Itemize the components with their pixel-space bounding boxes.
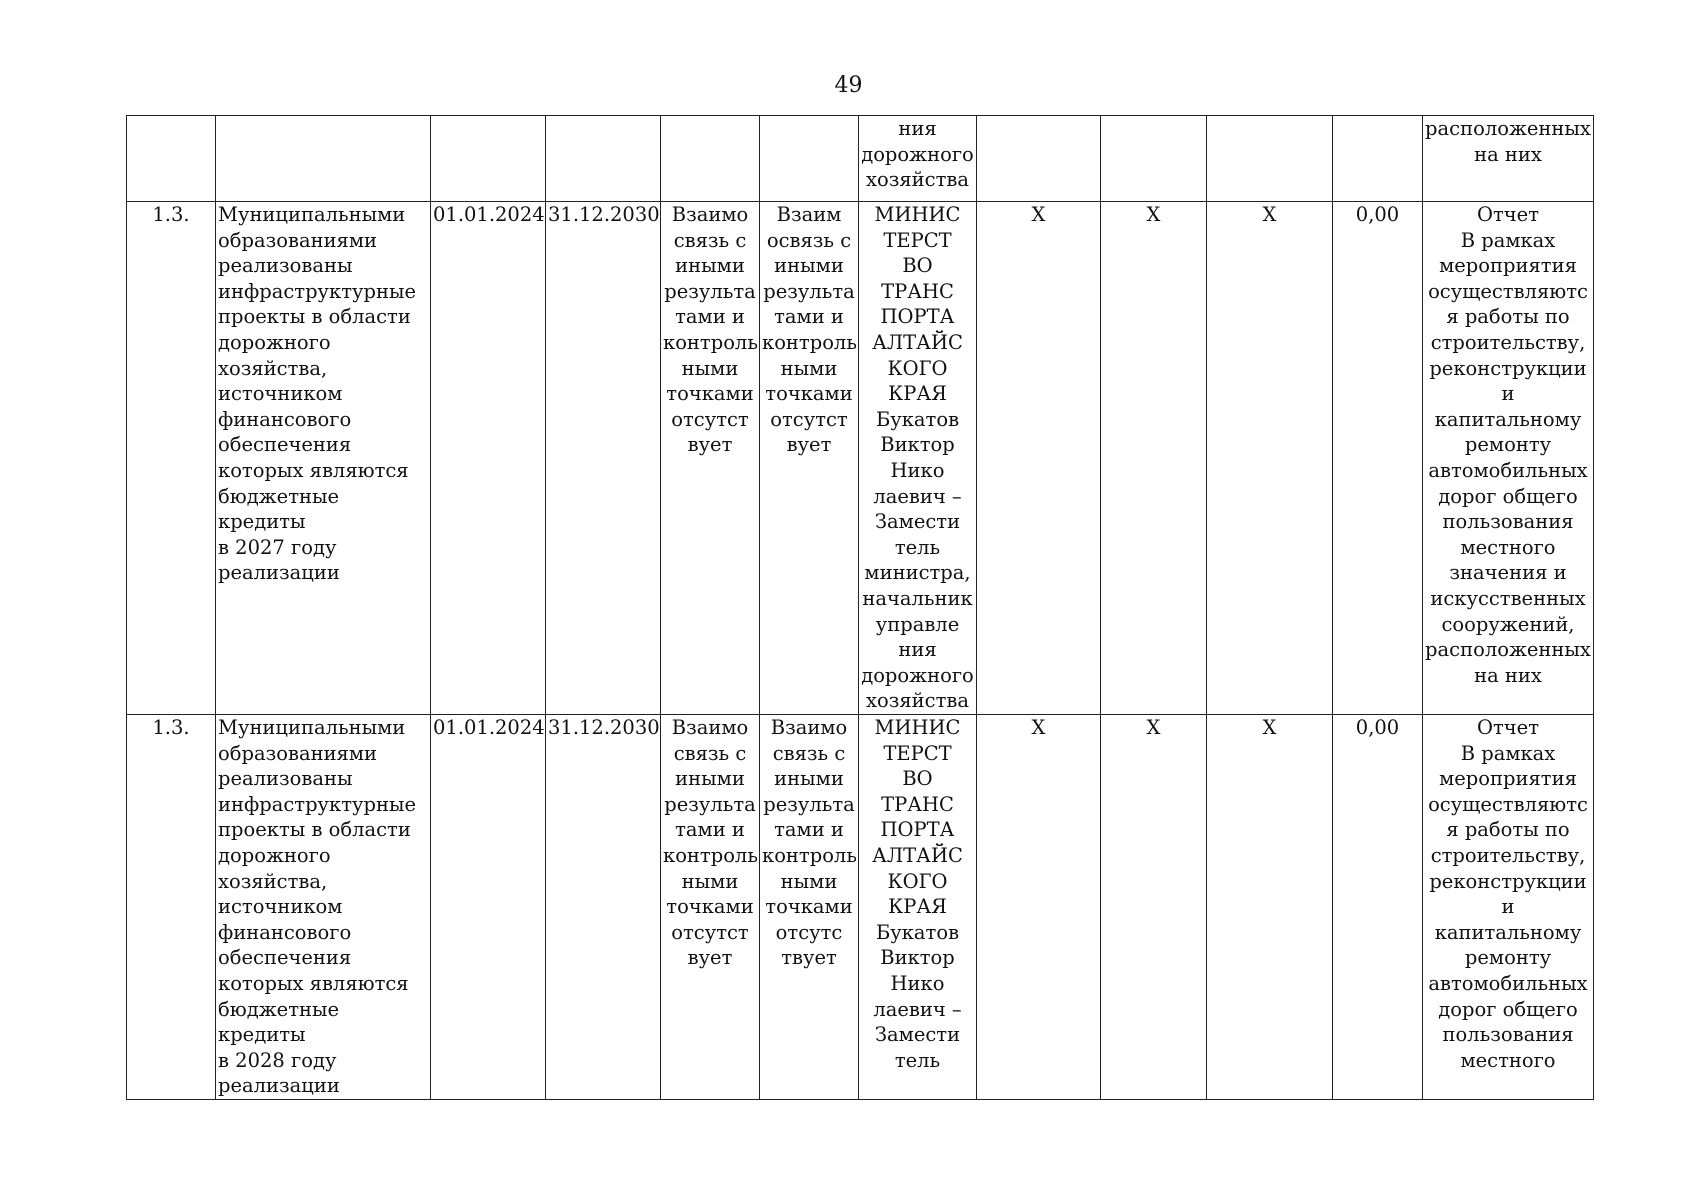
cell-number bbox=[127, 116, 216, 202]
cell-x-2: X bbox=[1101, 715, 1207, 1100]
cell-start-date bbox=[431, 116, 546, 202]
cell-x-3 bbox=[1207, 116, 1333, 202]
table-row bbox=[127, 116, 1594, 202]
cell-end-date: 31.12.2030 bbox=[546, 202, 661, 715]
cell-description: Муниципальными образованиями реализованы инфраструктурные проекты в области дорожного хозяйства, источником финансового обеспечения которых являются бюджетные кредиты в 2028 году реализации bbox=[216, 715, 431, 1100]
table-row bbox=[127, 715, 1594, 1100]
cell-number: 1.3. bbox=[127, 202, 216, 715]
report-table bbox=[126, 115, 1594, 1100]
cell-description bbox=[216, 116, 431, 202]
cell-amount: 0,00 bbox=[1333, 715, 1423, 1100]
cell-end-date bbox=[546, 116, 661, 202]
cell-report: расположенных на них bbox=[1423, 116, 1594, 202]
cell-x-1: X bbox=[977, 202, 1101, 715]
cell-end-date: 31.12.2030 bbox=[546, 715, 661, 1100]
cell-report: Отчет В рамках мероприятия осуществляютс я работы по строительству, реконструкции и капитальному ремонту автомобильных дорог общего пользования местного bbox=[1423, 715, 1594, 1100]
cell-description: Муниципальными образованиями реализованы инфраструктурные проекты в области дорожного хозяйства, источником финансового обеспечения которых являются бюджетные кредиты в 2027 году реализации bbox=[216, 202, 431, 715]
cell-responsible: МИНИС ТЕРСТ ВО ТРАНС ПОРТА АЛТАЙС КОГО КРАЯ Букатов Виктор Нико лаевич – Замести тель bbox=[859, 715, 977, 1100]
cell-amount: 0,00 bbox=[1333, 202, 1423, 715]
cell-start-date: 01.01.2024 bbox=[431, 715, 546, 1100]
page-number: 49 bbox=[834, 73, 863, 98]
cell-relation-b: Взаимо связь с иными результа тами и контроль ными точками отсутс твует bbox=[760, 715, 859, 1100]
cell-number: 1.3. bbox=[127, 715, 216, 1100]
cell-start-date: 01.01.2024 bbox=[431, 202, 546, 715]
cell-x-2 bbox=[1101, 116, 1207, 202]
cell-report: Отчет В рамках мероприятия осуществляютс я работы по строительству, реконструкции и капитальному ремонту автомобильных дорог общего пользования местного значения и искусственных сооружений, расположенных на них bbox=[1423, 202, 1594, 715]
cell-responsible: ния дорожного хозяйства bbox=[859, 116, 977, 202]
cell-responsible: МИНИС ТЕРСТ ВО ТРАНС ПОРТА АЛТАЙС КОГО КРАЯ Букатов Виктор Нико лаевич – Замести тель министра, начальник управле ния дорожного хозяйства bbox=[859, 202, 977, 715]
cell-amount bbox=[1333, 116, 1423, 202]
cell-relation-b bbox=[760, 116, 859, 202]
cell-x-1: X bbox=[977, 715, 1101, 1100]
cell-x-2: X bbox=[1101, 202, 1207, 715]
cell-relation-a: Взаимо связь с иными результа тами и контроль ными точками отсутст вует bbox=[661, 202, 760, 715]
cell-x-1 bbox=[977, 116, 1101, 202]
table-row bbox=[127, 202, 1594, 715]
cell-relation-a: Взаимо связь с иными результа тами и контроль ными точками отсутст вует bbox=[661, 715, 760, 1100]
cell-relation-b: Взаим освязь с иными результа тами и контроль ными точками отсутст вует bbox=[760, 202, 859, 715]
cell-relation-a bbox=[661, 116, 760, 202]
cell-x-3: X bbox=[1207, 202, 1333, 715]
cell-x-3: X bbox=[1207, 715, 1333, 1100]
